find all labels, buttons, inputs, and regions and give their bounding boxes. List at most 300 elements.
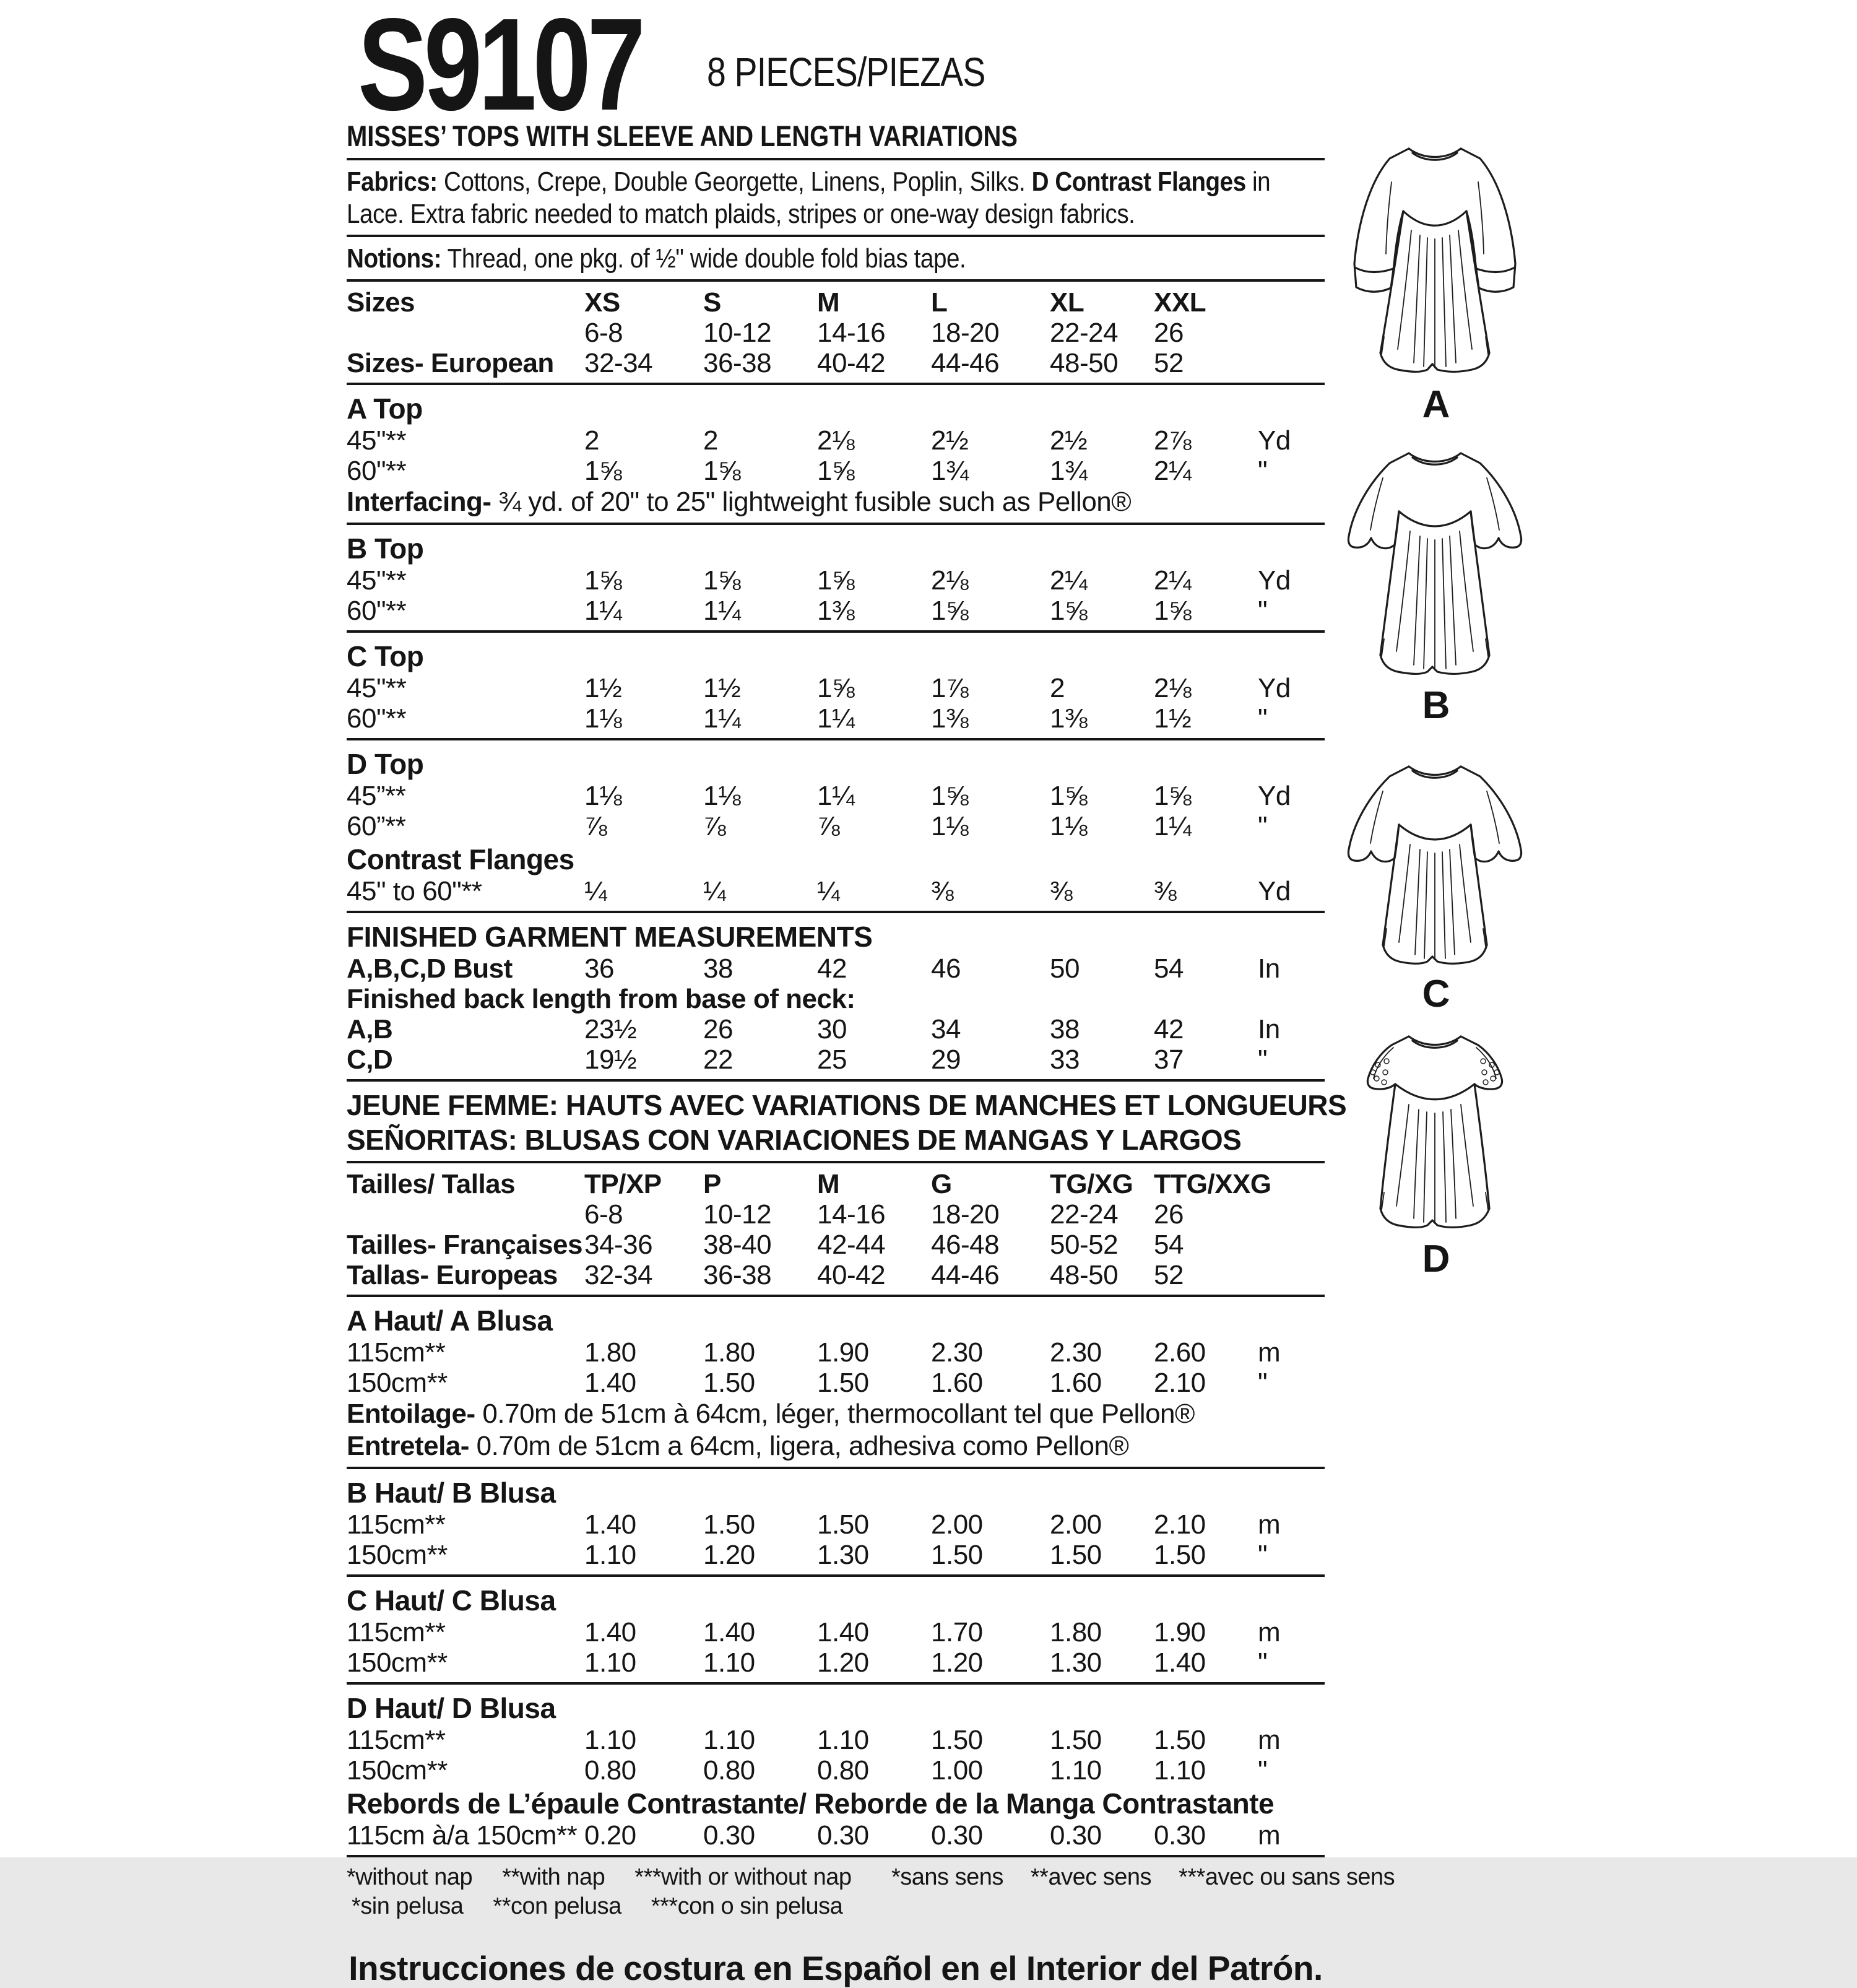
cell-value: 2.00 bbox=[1050, 1509, 1102, 1540]
table-row bbox=[347, 1368, 1325, 1398]
cell-value: ¼ bbox=[817, 876, 840, 906]
unit-label: Yd bbox=[1258, 673, 1291, 703]
cell-value: XXL bbox=[1154, 287, 1206, 318]
cell-value: 1.20 bbox=[931, 1647, 983, 1678]
cell-value: 44-46 bbox=[931, 1260, 1000, 1290]
unit-label: " bbox=[1258, 596, 1268, 626]
view-d bbox=[1330, 1020, 1543, 1281]
table-row bbox=[347, 841, 1325, 876]
cell-value: 0.30 bbox=[1154, 1820, 1206, 1851]
cell-value: 52 bbox=[1154, 348, 1184, 378]
cell-value: 2 bbox=[703, 425, 718, 456]
cell-value: 1.20 bbox=[817, 1647, 869, 1678]
table-row bbox=[347, 703, 1325, 734]
footnote-en: *without nap bbox=[347, 1864, 473, 1890]
yardage-tables bbox=[347, 279, 1395, 1921]
cell-value: 6-8 bbox=[584, 318, 623, 348]
cell-value: 1.90 bbox=[817, 1337, 869, 1368]
section-title: B Haut/ B Blusa bbox=[347, 1477, 556, 1509]
cell-value: 48-50 bbox=[1050, 1260, 1119, 1290]
table-row bbox=[347, 1647, 1325, 1678]
unit-label: m bbox=[1258, 1337, 1281, 1368]
table-row bbox=[347, 1582, 1325, 1617]
cell-value: 18-20 bbox=[931, 1199, 1000, 1230]
cell-value: 1⅝ bbox=[1154, 781, 1192, 811]
row-label: 60”** bbox=[347, 811, 406, 841]
cell-value: ⅞ bbox=[703, 811, 726, 841]
table-row bbox=[347, 1617, 1325, 1647]
cell-value: 1.40 bbox=[817, 1617, 869, 1647]
unit-label: m bbox=[1258, 1617, 1281, 1647]
row-label: 45"** bbox=[347, 565, 407, 596]
footnote-en: ***with or without nap bbox=[634, 1864, 852, 1890]
cell-value: 54 bbox=[1154, 953, 1184, 984]
row-label: 60"** bbox=[347, 703, 407, 734]
table-row bbox=[347, 876, 1325, 906]
divider bbox=[347, 1079, 1325, 1082]
cell-value: 0.80 bbox=[584, 1755, 636, 1786]
view-c-illustration bbox=[1330, 750, 1543, 971]
view-b bbox=[1330, 437, 1543, 727]
cell-value: 46 bbox=[931, 953, 961, 984]
section-title: D Top bbox=[347, 748, 424, 780]
cell-value: 32-34 bbox=[584, 1260, 653, 1290]
row-label: Tailles/ Tallas bbox=[347, 1169, 516, 1199]
footnote-en: **with nap bbox=[502, 1864, 605, 1890]
row-label: 115cm** bbox=[347, 1617, 446, 1647]
divider bbox=[347, 1467, 1325, 1469]
table-row bbox=[347, 1690, 1325, 1725]
view-a-illustration bbox=[1330, 132, 1543, 381]
cell-value: 44-46 bbox=[931, 348, 1000, 378]
cell-value: 2.00 bbox=[931, 1509, 983, 1540]
row-label: 150cm** bbox=[347, 1368, 448, 1398]
sub-heading: Finished back length from base of neck: bbox=[347, 984, 855, 1014]
fabrics-paragraph bbox=[347, 166, 1325, 230]
cell-value: 2 bbox=[1050, 673, 1065, 703]
section-title: Contrast Flanges bbox=[347, 843, 574, 875]
unit-label: " bbox=[1258, 703, 1268, 734]
cell-value: 54 bbox=[1154, 1230, 1184, 1260]
cell-value: 1⅛ bbox=[1050, 811, 1088, 841]
table-row bbox=[347, 1014, 1325, 1044]
table-row bbox=[347, 531, 1325, 565]
cell-value: 1.40 bbox=[584, 1368, 636, 1398]
cell-value: 1.10 bbox=[703, 1725, 755, 1755]
table-row bbox=[347, 953, 1325, 984]
cell-value: 1.50 bbox=[1154, 1540, 1206, 1570]
notions-text: Thread, one pkg. of ½" wide double fold bias tape. bbox=[441, 243, 966, 274]
footnote-fr: ***avec ou sans sens bbox=[1179, 1864, 1395, 1890]
cell-value: 1.50 bbox=[1154, 1725, 1206, 1755]
cell-value: 2⅛ bbox=[817, 425, 855, 456]
cell-value: 10-12 bbox=[703, 318, 772, 348]
cell-value: 1.60 bbox=[931, 1368, 983, 1398]
cell-value: 25 bbox=[817, 1044, 847, 1075]
cell-value: 2½ bbox=[931, 425, 969, 456]
table-note-label: Interfacing- bbox=[347, 487, 491, 517]
cell-value: 0.30 bbox=[931, 1820, 983, 1851]
cell-value: 33 bbox=[1050, 1044, 1080, 1075]
table-row bbox=[347, 1260, 1325, 1290]
cell-value: 2 bbox=[584, 425, 599, 456]
cell-value: 19½ bbox=[584, 1044, 637, 1075]
cell-value: 0.80 bbox=[817, 1755, 869, 1786]
table-row bbox=[347, 565, 1325, 596]
notions-paragraph bbox=[347, 243, 1325, 275]
table-row bbox=[347, 348, 1325, 378]
cell-value: 1⅛ bbox=[703, 781, 741, 811]
cell-value: 2⅛ bbox=[931, 565, 969, 596]
cell-value: 1¾ bbox=[931, 456, 969, 486]
cell-value: 42 bbox=[817, 953, 847, 984]
divider bbox=[347, 1161, 1325, 1163]
cell-value: 0.30 bbox=[1050, 1820, 1102, 1851]
table-row bbox=[347, 746, 1325, 781]
table-note-label: Entretela- bbox=[347, 1431, 469, 1461]
cell-value: TP/XP bbox=[584, 1169, 662, 1199]
view-a bbox=[1330, 132, 1543, 427]
table-row bbox=[347, 811, 1325, 841]
cell-value: 2.10 bbox=[1154, 1509, 1206, 1540]
cell-value: 2½ bbox=[1050, 425, 1088, 456]
cell-value: 1.50 bbox=[931, 1540, 983, 1570]
cell-value: 1.10 bbox=[817, 1725, 869, 1755]
table-row bbox=[347, 919, 1325, 953]
spanish-heading: SEÑORITAS: BLUSAS CON VARIACIONES DE MANGAS Y LARGOS bbox=[347, 1124, 1242, 1156]
cell-value: 48-50 bbox=[1050, 348, 1119, 378]
cell-value: 10-12 bbox=[703, 1199, 772, 1230]
divider bbox=[347, 630, 1325, 633]
cell-value: 1⅝ bbox=[931, 596, 969, 626]
pattern-number: S9107 bbox=[358, 0, 642, 137]
divider bbox=[347, 1295, 1325, 1297]
cell-value: 1.30 bbox=[817, 1540, 869, 1570]
cell-value: 36 bbox=[584, 953, 614, 984]
cell-value: L bbox=[931, 287, 948, 318]
cell-value: M bbox=[817, 287, 840, 318]
unit-label: " bbox=[1258, 1540, 1268, 1570]
cell-value: 1.90 bbox=[1154, 1617, 1206, 1647]
table-note bbox=[347, 486, 1325, 518]
table-row bbox=[347, 1199, 1325, 1230]
view-b-illustration bbox=[1330, 437, 1543, 682]
row-label: 115cm** bbox=[347, 1509, 446, 1540]
cell-value: P bbox=[703, 1169, 721, 1199]
cell-value: 38 bbox=[703, 953, 733, 984]
cell-value: 34 bbox=[931, 1014, 961, 1044]
divider bbox=[347, 523, 1325, 525]
cell-value: 1⅝ bbox=[931, 781, 969, 811]
cell-value: 1½ bbox=[1154, 703, 1192, 734]
cell-value: TG/XG bbox=[1050, 1169, 1133, 1199]
cell-value: 1⅝ bbox=[817, 565, 855, 596]
fabrics-text: Cottons, Crepe, Double Georgette, Linens, Poplin, Silks. bbox=[437, 167, 1032, 197]
unit-label: m bbox=[1258, 1725, 1281, 1755]
cell-value: 0.80 bbox=[703, 1755, 755, 1786]
cell-value: 0.30 bbox=[817, 1820, 869, 1851]
cell-value: 1.40 bbox=[584, 1617, 636, 1647]
row-label: 45"** bbox=[347, 425, 407, 456]
cell-value: 2⅞ bbox=[1154, 425, 1192, 456]
table-row bbox=[347, 984, 1325, 1014]
cell-value: 40-42 bbox=[817, 1260, 886, 1290]
cell-value: 1.10 bbox=[1154, 1755, 1206, 1786]
cell-value: 1⅝ bbox=[703, 565, 741, 596]
footnotes-line-1 bbox=[347, 1863, 1395, 1892]
cell-value: 1.80 bbox=[1050, 1617, 1102, 1647]
unit-label: Yd bbox=[1258, 781, 1291, 811]
cell-value: 1.50 bbox=[703, 1509, 755, 1540]
pieces-count: 8 PIECES/PIEZAS bbox=[707, 49, 985, 95]
row-label: 115cm à/a 150cm** bbox=[347, 1820, 578, 1851]
table-row bbox=[347, 1430, 1325, 1462]
table-row bbox=[347, 1820, 1325, 1851]
row-label: 60"** bbox=[347, 456, 407, 486]
view-b-label: B bbox=[1422, 684, 1450, 727]
cell-value: 1⅝ bbox=[817, 673, 855, 703]
cell-value: 1.40 bbox=[1154, 1647, 1206, 1678]
cell-value: 2¼ bbox=[1154, 565, 1192, 596]
row-label: Tallas- Europeas bbox=[347, 1260, 558, 1290]
cell-value: 2.10 bbox=[1154, 1368, 1206, 1398]
cell-value: 1¼ bbox=[817, 781, 855, 811]
cell-value: 1⅜ bbox=[817, 596, 855, 626]
cell-value: 1⅝ bbox=[703, 456, 741, 486]
cell-value: G bbox=[931, 1169, 952, 1199]
table-note-text: 0.70m de 51cm a 64cm, ligera, adhesiva como Pellon® bbox=[469, 1431, 1129, 1461]
cell-value: 1⅛ bbox=[584, 703, 622, 734]
cell-value: 36-38 bbox=[703, 348, 772, 378]
cell-value: 1.50 bbox=[817, 1509, 869, 1540]
cell-value: 1.80 bbox=[703, 1337, 755, 1368]
notions-label: Notions: bbox=[347, 243, 442, 274]
cell-value: 2.30 bbox=[1050, 1337, 1102, 1368]
row-label: 150cm** bbox=[347, 1540, 448, 1570]
table-row bbox=[347, 1303, 1325, 1337]
row-label: 45"** bbox=[347, 673, 407, 703]
unit-label: In bbox=[1258, 1014, 1280, 1044]
table-note-label: Entoilage- bbox=[347, 1399, 475, 1429]
row-label: 150cm** bbox=[347, 1755, 448, 1786]
cell-value: 1⅜ bbox=[1050, 703, 1088, 734]
cell-value: 1.10 bbox=[1050, 1755, 1102, 1786]
cell-value: 1.80 bbox=[584, 1337, 636, 1368]
row-label: C,D bbox=[347, 1044, 393, 1075]
section-title: C Haut/ C Blusa bbox=[347, 1584, 556, 1617]
divider bbox=[347, 1682, 1325, 1685]
cell-value: 1⅛ bbox=[931, 811, 969, 841]
cell-value: 0.20 bbox=[584, 1820, 636, 1851]
cell-value: 1.30 bbox=[1050, 1647, 1102, 1678]
cell-value: 1⅝ bbox=[817, 456, 855, 486]
cell-value: ⅞ bbox=[584, 811, 607, 841]
cell-value: 2⅛ bbox=[1154, 673, 1192, 703]
cell-value: 22-24 bbox=[1050, 1199, 1119, 1230]
cell-value: 1.70 bbox=[931, 1617, 983, 1647]
cell-value: XS bbox=[584, 287, 620, 318]
cell-value: 1¼ bbox=[1154, 811, 1192, 841]
cell-value: 1.40 bbox=[584, 1509, 636, 1540]
yardage-sheet bbox=[347, 119, 1395, 1988]
cell-value: 34-36 bbox=[584, 1230, 653, 1260]
unit-label: " bbox=[1258, 1044, 1268, 1075]
cell-value: 1⅝ bbox=[584, 565, 622, 596]
cell-value: 1.00 bbox=[931, 1755, 983, 1786]
divider bbox=[347, 738, 1325, 740]
unit-label: " bbox=[1258, 1755, 1268, 1786]
footnote-es: *sin pelusa bbox=[352, 1893, 464, 1919]
cell-value: S bbox=[703, 287, 721, 318]
cell-value: ⅜ bbox=[1050, 876, 1073, 906]
cell-value: ¼ bbox=[703, 876, 726, 906]
divider bbox=[347, 911, 1325, 913]
cell-value: 37 bbox=[1154, 1044, 1184, 1075]
section-title: A Top bbox=[347, 393, 423, 425]
footnote-fr: **avec sens bbox=[1030, 1864, 1152, 1890]
cell-value: 36-38 bbox=[703, 1260, 772, 1290]
divider bbox=[347, 383, 1325, 385]
cell-value: 1.50 bbox=[931, 1725, 983, 1755]
cell-value: 30 bbox=[817, 1014, 847, 1044]
cell-value: 1.50 bbox=[1050, 1725, 1102, 1755]
document-title: MISSES’ TOPS WITH SLEEVE AND LENGTH VARIATIONS bbox=[347, 119, 1018, 152]
cell-value: 1.40 bbox=[703, 1617, 755, 1647]
cell-value: 1⅝ bbox=[584, 456, 622, 486]
row-label: A,B,C,D Bust bbox=[347, 953, 513, 984]
unit-label: Yd bbox=[1258, 876, 1291, 906]
cell-value: 1.20 bbox=[703, 1540, 755, 1570]
finished-measurements-heading: FINISHED GARMENT MEASUREMENTS bbox=[347, 921, 873, 953]
cell-value: 1.50 bbox=[703, 1368, 755, 1398]
cell-value: 1¾ bbox=[1050, 456, 1088, 486]
unit-label: Yd bbox=[1258, 425, 1291, 456]
row-label: 115cm** bbox=[347, 1725, 446, 1755]
table-row bbox=[347, 287, 1325, 318]
footnote-fr: *sans sens bbox=[891, 1864, 1003, 1890]
row-label: Sizes bbox=[347, 287, 415, 318]
row-label: A,B bbox=[347, 1014, 393, 1044]
cell-value: 23½ bbox=[584, 1014, 637, 1044]
cell-value: 38 bbox=[1050, 1014, 1080, 1044]
cell-value: 1⅝ bbox=[1154, 596, 1192, 626]
french-heading: JEUNE FEMME: HAUTS AVEC VARIATIONS DE MANCHES ET LONGUEURS bbox=[347, 1089, 1347, 1121]
section-title: D Haut/ D Blusa bbox=[347, 1692, 556, 1724]
table-row bbox=[347, 1398, 1325, 1430]
cell-value: 1½ bbox=[703, 673, 741, 703]
fabrics-text-2: in Lace. Extra fabric needed to match plaids, stripes or one-way design fabrics. bbox=[347, 167, 1271, 229]
section-title: B Top bbox=[347, 532, 424, 565]
table-row bbox=[347, 425, 1325, 456]
cell-value: 1.60 bbox=[1050, 1368, 1102, 1398]
cell-value: 1.50 bbox=[1050, 1540, 1102, 1570]
cell-value: 26 bbox=[1154, 318, 1184, 348]
cell-value: ⅜ bbox=[1154, 876, 1177, 906]
table-note bbox=[347, 1398, 1325, 1430]
cell-value: 1⅛ bbox=[584, 781, 622, 811]
table-row bbox=[347, 1122, 1325, 1157]
cell-value: 1.10 bbox=[584, 1647, 636, 1678]
cell-value: ⅞ bbox=[817, 811, 840, 841]
fabrics-contrast-label: D Contrast Flanges bbox=[1031, 167, 1246, 197]
fabrics-label: Fabrics: bbox=[347, 167, 438, 197]
footer-note: Instrucciones de costura en Español en el Interior del Patrón. bbox=[348, 1949, 1323, 1987]
cell-value: 2¼ bbox=[1050, 565, 1088, 596]
divider bbox=[347, 279, 1325, 282]
divider bbox=[347, 1574, 1325, 1577]
cell-value: 42 bbox=[1154, 1014, 1184, 1044]
row-label: 45”** bbox=[347, 781, 406, 811]
cell-value: 1¼ bbox=[817, 703, 855, 734]
section-title: C Top bbox=[347, 640, 424, 672]
cell-value: 40-42 bbox=[817, 348, 886, 378]
footnotes-line-2 bbox=[347, 1892, 1325, 1921]
cell-value: 14-16 bbox=[817, 1199, 886, 1230]
table-row bbox=[347, 1230, 1325, 1260]
table-row bbox=[347, 1509, 1325, 1540]
unit-label: " bbox=[1258, 1647, 1268, 1678]
row-label: Sizes- European bbox=[347, 348, 554, 378]
table-row bbox=[347, 1755, 1325, 1786]
view-a-label: A bbox=[1422, 383, 1450, 426]
row-label: Tailles- Françaises bbox=[347, 1230, 582, 1260]
table-row bbox=[347, 781, 1325, 811]
divider bbox=[347, 235, 1325, 237]
unit-label: In bbox=[1258, 953, 1280, 984]
table-row bbox=[347, 1725, 1325, 1755]
table-row bbox=[347, 596, 1325, 626]
cell-value: 1.50 bbox=[817, 1368, 869, 1398]
unit-label: m bbox=[1258, 1509, 1281, 1540]
table-row bbox=[347, 1337, 1325, 1368]
cell-value: 0.30 bbox=[703, 1820, 755, 1851]
cell-value: 14-16 bbox=[817, 318, 886, 348]
cell-value: 26 bbox=[703, 1014, 733, 1044]
cell-value: 1¼ bbox=[703, 596, 741, 626]
table-note-text: ¾ yd. of 20" to 25" lightweight fusible such as Pellon® bbox=[491, 487, 1132, 517]
table-row bbox=[347, 638, 1325, 673]
cell-value: 18-20 bbox=[931, 318, 1000, 348]
view-c bbox=[1330, 750, 1543, 1016]
cell-value: TTG/XXG bbox=[1154, 1169, 1271, 1199]
cell-value: 1⅜ bbox=[931, 703, 969, 734]
cell-value: 22-24 bbox=[1050, 318, 1119, 348]
footnotes-french bbox=[891, 1863, 1422, 1892]
cell-value: ⅜ bbox=[931, 876, 954, 906]
cell-value: 38-40 bbox=[703, 1230, 772, 1260]
cell-value: 29 bbox=[931, 1044, 961, 1075]
unit-label: " bbox=[1258, 456, 1268, 486]
table-row bbox=[347, 486, 1325, 518]
cell-value: 1½ bbox=[584, 673, 622, 703]
unit-label: Yd bbox=[1258, 565, 1291, 596]
cell-value: 1¼ bbox=[584, 596, 622, 626]
cell-value: 1⅝ bbox=[1050, 781, 1088, 811]
cell-value: 1⅝ bbox=[1050, 596, 1088, 626]
section-title: A Haut/ A Blusa bbox=[347, 1304, 553, 1337]
cell-value: 2.60 bbox=[1154, 1337, 1206, 1368]
cell-value: XL bbox=[1050, 287, 1084, 318]
table-note-text: 0.70m de 51cm à 64cm, léger, thermocollant tel que Pellon® bbox=[475, 1399, 1195, 1429]
table-row bbox=[347, 391, 1325, 425]
cell-value: 2¼ bbox=[1154, 456, 1192, 486]
cell-value: 32-34 bbox=[584, 348, 653, 378]
divider bbox=[347, 158, 1325, 160]
cell-value: 1⅞ bbox=[931, 673, 969, 703]
unit-label: m bbox=[1258, 1820, 1281, 1851]
unit-label: " bbox=[1258, 811, 1268, 841]
table-row bbox=[347, 1540, 1325, 1570]
